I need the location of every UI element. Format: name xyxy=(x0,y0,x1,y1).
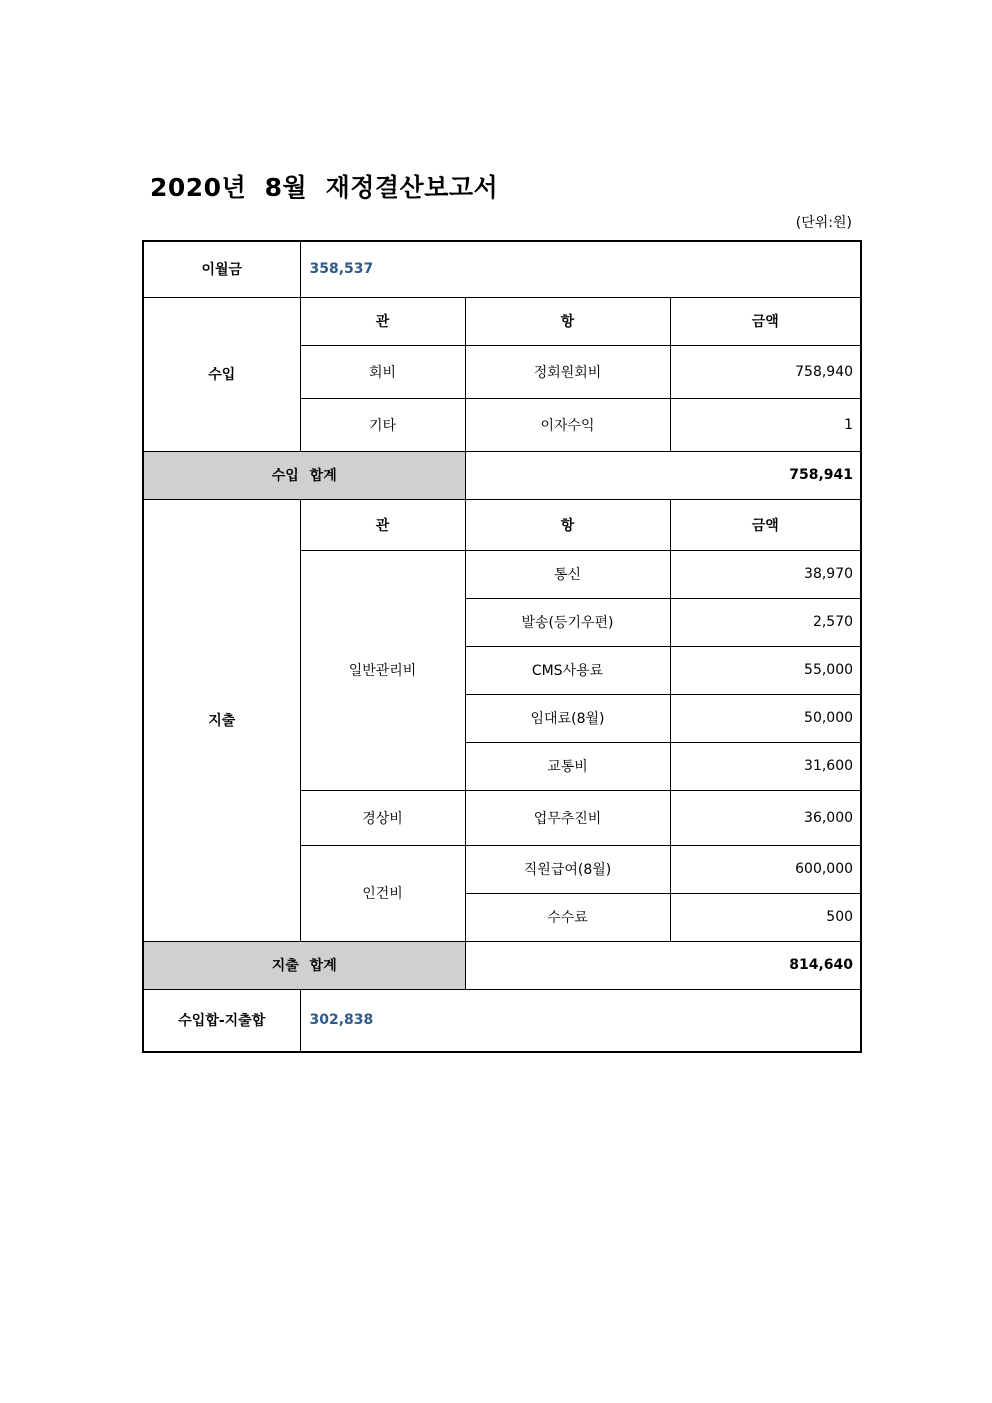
expense-hang: 업무추진비 xyxy=(465,790,670,845)
expense-hang: 통신 xyxy=(465,550,670,598)
income-gwan: 회비 xyxy=(300,345,465,398)
expense-header-row xyxy=(143,499,861,550)
expense-hang: 수수료 xyxy=(465,893,670,941)
income-col-gwan: 관 xyxy=(300,297,465,345)
unit-label: (단위:원) xyxy=(795,215,852,231)
income-total-row xyxy=(143,451,861,499)
carryover-row xyxy=(143,241,861,297)
expense-hang: 임대료(8월) xyxy=(465,694,670,742)
expense-amount: 2,570 xyxy=(670,598,861,646)
income-col-amount: 금액 xyxy=(670,297,861,345)
expense-hang: 교통비 xyxy=(465,742,670,790)
expense-section-label: 지출 xyxy=(143,499,300,941)
balance-row xyxy=(143,989,861,1052)
expense-total-value: 814,640 xyxy=(465,941,861,989)
expense-amount: 500 xyxy=(670,893,861,941)
income-amount: 758,940 xyxy=(670,345,861,398)
expense-amount: 55,000 xyxy=(670,646,861,694)
expense-gwan: 인건비 xyxy=(300,845,465,941)
income-hang: 정회원회비 xyxy=(465,345,670,398)
expense-col-gwan: 관 xyxy=(300,499,465,550)
expense-total-row xyxy=(143,941,861,989)
expense-amount: 50,000 xyxy=(670,694,861,742)
expense-amount: 600,000 xyxy=(670,845,861,893)
income-gwan: 기타 xyxy=(300,398,465,451)
income-section-label: 수입 xyxy=(143,297,300,451)
balance-value: 302,838 xyxy=(300,989,861,1052)
finance-report-table xyxy=(142,240,862,1053)
income-col-hang: 항 xyxy=(465,297,670,345)
carryover-value: 358,537 xyxy=(300,241,861,297)
balance-label: 수입합-지출합 xyxy=(143,989,300,1052)
income-hang: 이자수익 xyxy=(465,398,670,451)
expense-total-label: 지출 합계 xyxy=(143,941,465,989)
expense-gwan: 일반관리비 xyxy=(300,550,465,790)
expense-col-amount: 금액 xyxy=(670,499,861,550)
expense-gwan: 경상비 xyxy=(300,790,465,845)
expense-col-hang: 항 xyxy=(465,499,670,550)
expense-hang: CMS사용료 xyxy=(465,646,670,694)
page-title: 2020년 8월 재정결산보고서 xyxy=(150,173,499,202)
expense-amount: 31,600 xyxy=(670,742,861,790)
expense-amount: 38,970 xyxy=(670,550,861,598)
carryover-label: 이월금 xyxy=(143,241,300,297)
expense-amount: 36,000 xyxy=(670,790,861,845)
income-amount: 1 xyxy=(670,398,861,451)
expense-hang: 발송(등기우편) xyxy=(465,598,670,646)
expense-hang: 직원급여(8월) xyxy=(465,845,670,893)
income-header-row xyxy=(143,297,861,345)
income-total-label: 수입 합계 xyxy=(143,451,465,499)
income-total-value: 758,941 xyxy=(465,451,861,499)
